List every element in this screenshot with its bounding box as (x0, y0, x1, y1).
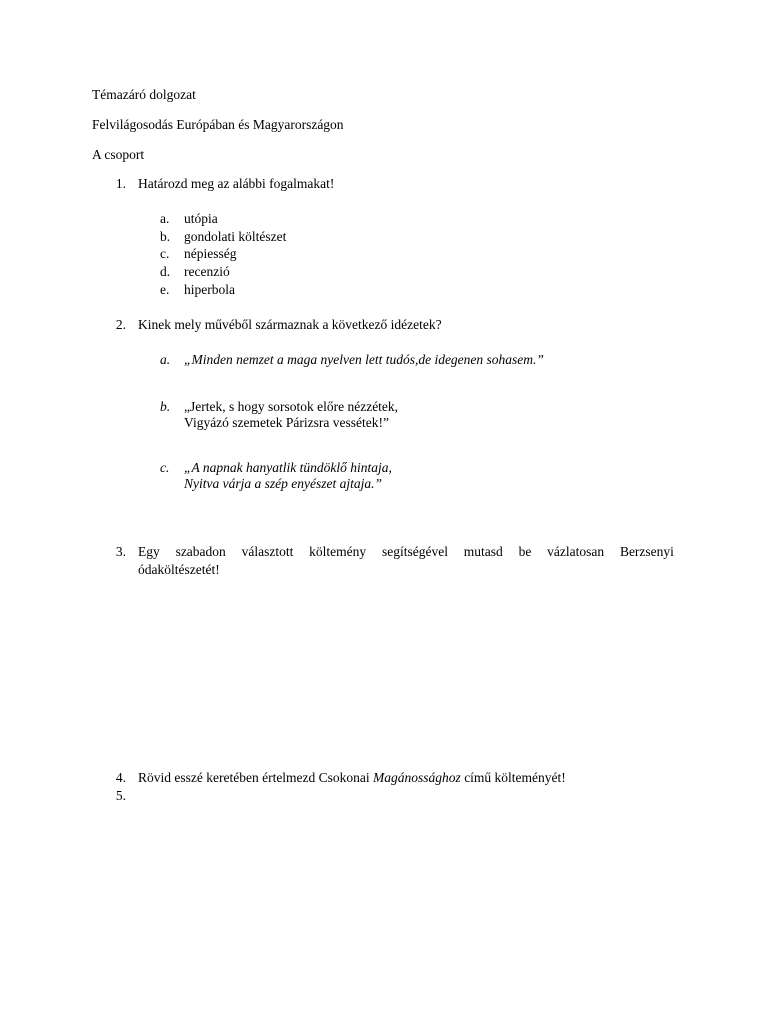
word: Berzsenyi (619, 544, 674, 559)
word: Egy (138, 544, 160, 559)
word: be (518, 544, 532, 559)
word: segítségével (381, 544, 448, 559)
question-5-number: 5. (115, 788, 126, 803)
document-subtitle: Felvilágosodás Európában és Magyarországon (92, 117, 344, 132)
list-item-letter: b. (160, 229, 171, 244)
quote-line: „Jertek, s hogy sorsotok előre nézzétek, (184, 399, 399, 414)
word: választott (241, 544, 294, 559)
question-2-text: Kinek mely művéből származnak a következő idézetek? (138, 317, 442, 332)
list-item-letter: e. (160, 282, 170, 297)
list-item-text: hiperbola (184, 282, 235, 297)
question-1-text: Határozd meg az alábbi fogalmakat! (138, 176, 335, 191)
quote-line: Vigyázó szemetek Párizsra vessétek!” (184, 415, 389, 430)
question-4-number: 4. (115, 770, 126, 785)
list-item-text: népiesség (184, 246, 237, 261)
group-label: A csoport (92, 147, 145, 162)
quote-letter: a. (160, 352, 171, 367)
question-3-line-2: ódaköltészetét! (138, 562, 220, 577)
quote-line: „A napnak hanyatlik tündöklő hintaja, (184, 460, 392, 475)
word: szabadon (175, 544, 226, 559)
question-3-number: 3. (115, 544, 126, 559)
word: mutasd (463, 544, 503, 559)
document-title: Témazáró dolgozat (92, 87, 196, 102)
list-item-letter: a. (160, 211, 170, 226)
quote-letter: b. (160, 399, 171, 414)
poem-title: Magánossághoz (373, 770, 461, 785)
list-item-letter: c. (160, 246, 170, 261)
list-item-text: gondolati költészet (184, 229, 287, 244)
list-item-text: recenzió (184, 264, 230, 279)
question-4-text (138, 769, 566, 786)
question-4-text-before: Rövid esszé keretében értelmezd Csokonai (138, 770, 374, 785)
question-3-line-1 (138, 543, 674, 560)
list-item-text: utópia (184, 211, 218, 226)
quote-line: Nyitva várja a szép enyészet ajtaja.” (184, 476, 382, 491)
quote-letter: c. (160, 460, 170, 475)
quote-line: „Minden nemzet a maga nyelven lett tudós,de idegenen sohasem.” (184, 352, 544, 367)
word: költemény (309, 544, 367, 559)
question-2-number: 2. (115, 317, 126, 332)
word: vázlatosan (547, 544, 605, 559)
question-4-text-after: című költeményét! (460, 770, 566, 785)
list-item-letter: d. (160, 264, 171, 279)
question-1-number: 1. (115, 176, 126, 191)
